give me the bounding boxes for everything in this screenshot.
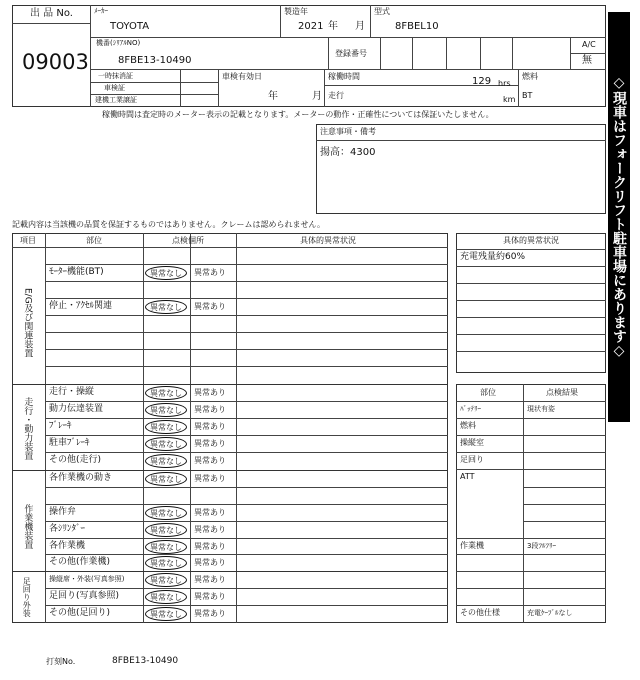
notice-quality: 記載内容は当該機の品質を保証するものではありません。クレームは認められません。 (12, 220, 325, 229)
right-detail-note: 充電残量約60% (460, 252, 526, 262)
part-work-machine: 各作業機 (49, 541, 86, 551)
remarks-box (316, 124, 606, 214)
year-unit: 年 (328, 21, 338, 32)
hours-value: 129 (472, 76, 492, 87)
battery-value: 現状有姿 (527, 405, 555, 413)
part-drive: 走行・操縦 (49, 387, 95, 397)
travel-label: 走行 (328, 91, 344, 100)
status-ng-work-motion[interactable]: 異常あり (194, 474, 226, 483)
header-detail: 具体的異常状況 (300, 236, 356, 245)
part-other-undercarriage: その他(足回り) (49, 608, 111, 618)
remarks-title: 注意事項・備考 (320, 127, 376, 136)
status-ng-other-undercarriage[interactable]: 異常あり (194, 609, 226, 618)
status-ng-work-machine[interactable]: 異常あり (194, 542, 226, 551)
status-ng-drive[interactable]: 異常あり (194, 388, 226, 397)
part-transmission: 動力伝達装置 (49, 404, 104, 414)
status-ok-other-undercarriage[interactable]: 異常なし (145, 607, 187, 621)
status-ok-transmission[interactable]: 異常なし (145, 403, 187, 417)
status-ok-parking-brake[interactable]: 異常なし (145, 437, 187, 451)
other-spec-value: 充電ｹｰﾌﾞﾙなし (527, 609, 573, 617)
status-ng-transmission[interactable]: 異常あり (194, 405, 226, 414)
header-part: 部位 (86, 236, 102, 245)
valid-label: 車検有効日 (222, 72, 262, 81)
part-cylinder: 各ｼﾘﾝﾀﾞｰ (49, 524, 86, 534)
ac-label: A/C (582, 40, 596, 49)
status-ng-motor[interactable]: 異常あり (194, 268, 226, 277)
result-header-part: 部位 (480, 388, 496, 397)
fuel-value: BT (522, 91, 533, 100)
part-work-motion: 各作業機の動き (49, 473, 113, 483)
maker-label: ﾒｰｶｰ (94, 7, 108, 15)
status-ok-stop[interactable]: 異常なし (145, 300, 187, 314)
serial-label: 機番(ｼﾘｱﾙNO) (96, 39, 141, 47)
status-ok-cab-exterior[interactable]: 異常なし (145, 573, 187, 587)
header-item: 項目 (20, 236, 36, 245)
status-ng-other-work[interactable]: 異常あり (194, 558, 226, 567)
hours-label: 稼働時間 (328, 72, 360, 81)
work-label: 作業機 (460, 541, 484, 550)
right-detail-title: 具体的異常状況 (503, 236, 559, 245)
status-ng-cab-exterior[interactable]: 異常あり (194, 575, 226, 584)
inspection-cert-label: 車検証 (104, 84, 125, 92)
reg-label: 登録番号 (335, 49, 367, 58)
notice-hours: 稼働時間は査定時のメーター表示の記載となります。メーターの動作・正確性については保証いたしません。 (102, 110, 494, 119)
construction-cert-label: 建機工業譲証 (95, 96, 137, 104)
year-value: 2021 (298, 21, 324, 32)
part-cab-exterior: 操縦席・外装(写真参照) (49, 575, 125, 583)
model-label: 型式 (374, 7, 390, 16)
status-ok-undercarriage[interactable]: 異常なし (145, 590, 187, 604)
part-valve: 操作弁 (49, 507, 77, 517)
group-label-work: 作業機装置 (22, 503, 33, 549)
ac-value: 無 (582, 55, 592, 66)
status-ng-other-drive[interactable]: 異常あり (194, 456, 226, 465)
valid-year-unit: 年 (268, 91, 278, 102)
status-ok-valve[interactable]: 異常なし (145, 506, 187, 520)
status-ok-cylinder[interactable]: 異常なし (145, 523, 187, 537)
km-unit: km (503, 95, 516, 104)
temp-cert-label: 一時抹消証 (98, 72, 133, 80)
att-label: ATT (460, 472, 475, 481)
lot-label: 出 品 No. (30, 8, 73, 19)
part-parking-brake: 駐車ﾌﾞﾚｰｷ (49, 438, 90, 448)
hours-unit: hrs (498, 79, 511, 88)
status-ok-work-machine[interactable]: 異常なし (145, 540, 187, 554)
status-ok-other-drive[interactable]: 異常なし (145, 454, 187, 468)
status-ng-valve[interactable]: 異常あり (194, 508, 226, 517)
part-motor: ﾓｰﾀｰ機能(BT) (49, 267, 104, 277)
other-spec-label: その他仕様 (460, 608, 500, 617)
group-label-undercarriage: 足回り外装 (22, 577, 32, 617)
part-undercarriage: 足回り(写真参照) (49, 591, 120, 601)
valid-month-unit: 月 (312, 91, 322, 102)
serial-value: 8FBE13-10490 (118, 55, 192, 66)
undercarriage-label: 足回り (460, 455, 484, 464)
header-check: 点検個所 (172, 236, 204, 245)
part-other-work: その他(作業機) (49, 557, 111, 567)
status-ok-motor[interactable]: 異常なし (145, 266, 187, 280)
status-ng-stop[interactable]: 異常あり (194, 302, 226, 311)
result-header-result: 点検結果 (546, 388, 578, 397)
status-ok-work-motion[interactable]: 異常なし (145, 472, 187, 486)
status-ng-parking-brake[interactable]: 異常あり (194, 439, 226, 448)
remarks-body: 揚高：4300 (320, 147, 376, 158)
maker-value: TOYOTA (110, 21, 150, 32)
lot-number: 09003 (22, 50, 89, 74)
part-other-drive: その他(走行) (49, 455, 102, 465)
status-ng-brake[interactable]: 異常あり (194, 422, 226, 431)
stamp-value: 8FBE13-10490 (112, 656, 179, 666)
group-label-engine: E/G及び関連装置 (22, 288, 33, 358)
part-brake: ﾌﾞﾚｰｷ (49, 421, 72, 431)
status-ng-undercarriage[interactable]: 異常あり (194, 592, 226, 601)
fuel-label: 燃料 (522, 72, 538, 81)
cab-label: 操縦室 (460, 438, 484, 447)
work-value: 3段ﾌﾙﾌﾘｰ (527, 542, 556, 550)
side-banner: ◇現車はフォークリフト駐車場にあります◇ (608, 12, 630, 422)
status-ng-cylinder[interactable]: 異常あり (194, 525, 226, 534)
status-ok-drive[interactable]: 異常なし (145, 386, 187, 400)
status-ok-brake[interactable]: 異常なし (145, 420, 187, 434)
month-unit: 月 (355, 21, 365, 32)
fuel-row-label: 燃料 (460, 421, 476, 430)
status-ok-other-work[interactable]: 異常なし (145, 556, 187, 570)
group-label-drive: 走行・動力装置 (22, 396, 33, 460)
stamp-label: 打刻No. (46, 657, 76, 666)
year-label: 製造年 (284, 7, 308, 16)
model-value: 8FBEL10 (395, 21, 439, 32)
part-stop: 停止・ｱｸｾﾙ関連 (49, 301, 113, 311)
battery-label: ﾊﾞｯﾃﾘｰ (460, 405, 481, 413)
